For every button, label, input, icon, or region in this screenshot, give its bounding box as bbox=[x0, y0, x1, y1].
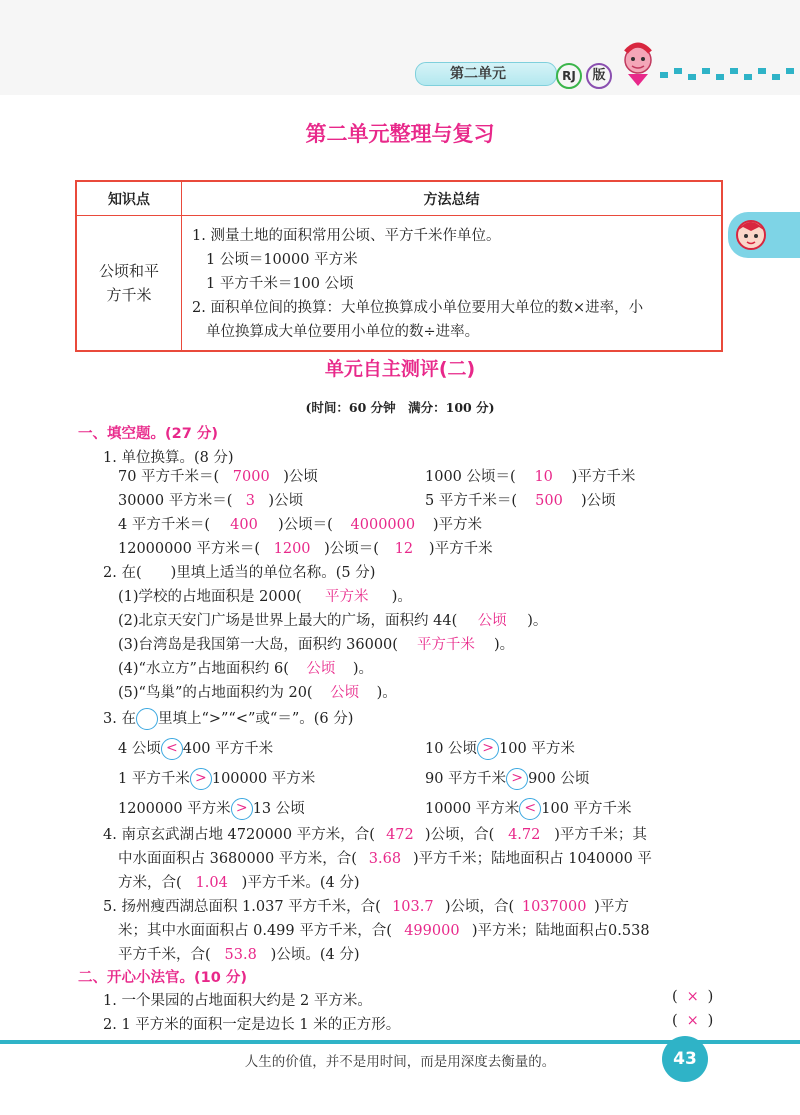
item-text: )平方千米；陆地面积占 1040000 平 bbox=[412, 851, 652, 867]
item-text: 100 平方千米 bbox=[541, 801, 632, 817]
method-line: 1 公顷＝10000 平方米 bbox=[206, 252, 358, 268]
item-text: 4 平方千米＝( bbox=[118, 517, 210, 533]
method-cell bbox=[182, 216, 723, 352]
answer-text: 3 bbox=[245, 493, 256, 509]
answer-text: 4000000 bbox=[350, 517, 416, 533]
section-heading: 一、填空题。(27 分) bbox=[78, 426, 218, 442]
answer-text: 53.8 bbox=[224, 947, 257, 963]
section-heading: 二、开心小法官。(10 分) bbox=[78, 970, 247, 986]
compare-answer: < bbox=[161, 738, 183, 760]
cartoon-face-icon bbox=[733, 215, 769, 253]
judge-answer: ( × ) bbox=[672, 1013, 714, 1029]
item-text: )公顷，合( bbox=[444, 899, 515, 915]
item-text: 1 平方千米 bbox=[118, 771, 190, 787]
judge-item: 2. 1 平方米的面积一定是边长 1 米的正方形。 bbox=[103, 1017, 401, 1033]
compare-answer: > bbox=[506, 768, 528, 790]
item-text: 4. 南京玄武湖占地 4720000 平方米，合( bbox=[103, 827, 375, 843]
answer-text: 103.7 bbox=[392, 899, 434, 915]
item-text: 30000 平方米＝( bbox=[118, 493, 233, 509]
item-text: )公顷。(4 分) bbox=[270, 947, 360, 963]
item-text: 12000000 平方米＝( bbox=[118, 541, 261, 557]
fill-item bbox=[118, 681, 397, 702]
conversion-item bbox=[118, 489, 303, 510]
summary-table bbox=[75, 180, 723, 352]
item-text: )平方米 bbox=[432, 517, 482, 533]
answer-text: 公顷 bbox=[330, 685, 360, 701]
word-problem-line bbox=[118, 847, 652, 868]
item-text: )平方米；陆地面积占0.538 bbox=[471, 923, 650, 939]
method-line: 单位换算成大单位要用小单位的数÷进率。 bbox=[206, 324, 480, 340]
conversion-item bbox=[425, 465, 635, 486]
compare-item bbox=[118, 737, 273, 760]
question-title: 2. 在( )里填上适当的单位名称。(5 分) bbox=[103, 565, 376, 581]
item-text: 5 平方千米＝( bbox=[425, 493, 517, 509]
answer-text: 499000 bbox=[404, 923, 460, 939]
item-text: 米；其中水面面积占 0.499 平方千米，合( bbox=[118, 923, 392, 939]
fill-item bbox=[118, 657, 373, 678]
page-title: 第二单元整理与复习 bbox=[305, 122, 495, 146]
answer-text: 472 bbox=[386, 827, 414, 843]
item-text: )平方 bbox=[594, 899, 629, 915]
answer-text: 平方米 bbox=[324, 589, 369, 605]
item-text: )。 bbox=[493, 637, 515, 653]
item-text: 90 平方千米 bbox=[425, 771, 507, 787]
item-text: 900 公顷 bbox=[528, 771, 590, 787]
item-text: (4)“水立方”占地面积约 6( bbox=[118, 661, 289, 677]
answer-text: 7000 bbox=[232, 469, 270, 485]
conversion-item bbox=[118, 465, 318, 486]
item-text: 1000 公顷＝( bbox=[425, 469, 516, 485]
compare-item bbox=[425, 737, 575, 760]
checker-decoration bbox=[660, 66, 800, 86]
item-text: (3)台湾岛是我国第一大岛，面积约 36000( bbox=[118, 637, 398, 653]
answer-text: 12 bbox=[394, 541, 414, 557]
answer-text: 1.04 bbox=[195, 875, 228, 891]
answer-text: 1200 bbox=[273, 541, 311, 557]
item-text: 方米，合( bbox=[118, 875, 182, 891]
item-text: 中水面面积占 3680000 平方米，合( bbox=[118, 851, 357, 867]
answer-text: 3.68 bbox=[368, 851, 402, 867]
answer-text: 4.72 bbox=[508, 827, 541, 843]
item-text: 10 公顷 bbox=[425, 741, 478, 757]
item-text: 平方千米，合( bbox=[118, 947, 211, 963]
item-text: )公顷 bbox=[581, 493, 616, 509]
method-line: 1 平方千米＝100 公顷 bbox=[206, 276, 354, 292]
item-text: 里填上“>”“<”或“＝”。(6 分) bbox=[157, 711, 354, 727]
item-text: )平方千米；其 bbox=[554, 827, 647, 843]
col-method-header: 方法总结 bbox=[182, 181, 723, 216]
fill-item bbox=[118, 633, 514, 654]
compare-answer: > bbox=[190, 768, 212, 790]
item-text: )。 bbox=[391, 589, 412, 605]
item-text: 10000 平方米 bbox=[425, 801, 520, 817]
compare-item bbox=[425, 767, 589, 790]
item-text: (1)学校的占地面积是 2000( bbox=[118, 589, 302, 605]
answer-text: 公顷 bbox=[477, 613, 507, 629]
compare-answer: > bbox=[477, 738, 499, 760]
answer-text: 10 bbox=[534, 469, 553, 485]
word-problem-line bbox=[118, 943, 359, 964]
conversion-item bbox=[118, 513, 482, 534]
answer-text: 公顷 bbox=[306, 661, 336, 677]
item-text: )公顷 bbox=[283, 469, 318, 485]
mascot-icon bbox=[616, 40, 662, 90]
answer-text: × bbox=[686, 989, 699, 1005]
item-text: )。 bbox=[527, 613, 548, 629]
item-text: 400 平方千米 bbox=[182, 741, 274, 757]
answer-text: × bbox=[686, 1013, 699, 1029]
item-text: )。 bbox=[352, 661, 374, 677]
item-text: )平方千米 bbox=[571, 469, 636, 485]
item-text: 100 平方米 bbox=[499, 741, 575, 757]
item-text: )公顷＝( bbox=[278, 517, 333, 533]
unit-label: 第二单元 bbox=[450, 66, 506, 82]
col-topic-header: 知识点 bbox=[76, 181, 182, 216]
item-text: 3. 在 bbox=[103, 711, 136, 727]
compare-item bbox=[425, 797, 632, 820]
page-number: 43 bbox=[662, 1036, 708, 1082]
fill-item bbox=[118, 609, 547, 630]
compare-circle-icon bbox=[136, 708, 158, 730]
word-problem-line bbox=[118, 871, 359, 892]
word-problem-line bbox=[118, 919, 650, 940]
item-text: 5. 扬州瘦西湖总面积 1.037 平方千米，合( bbox=[103, 899, 381, 915]
compare-item bbox=[118, 767, 315, 790]
conversion-item bbox=[118, 537, 493, 558]
item-text: 1200000 平方米 bbox=[118, 801, 231, 817]
question-title bbox=[103, 707, 353, 730]
item-text: (2)北京天安门广场是世界上最大的广场，面积约 44( bbox=[118, 613, 458, 629]
item-text: )。 bbox=[376, 685, 397, 701]
compare-answer: > bbox=[231, 798, 253, 820]
exam-info: (时间：60 分钟 满分：100 分) bbox=[305, 400, 495, 415]
judge-item: 1. 一个果园的占地面积大约是 2 平方米。 bbox=[103, 993, 372, 1009]
method-line: 1. 测量土地的面积常用公顷、平方千米作单位。 bbox=[192, 228, 501, 244]
item-text: 100000 平方米 bbox=[211, 771, 316, 787]
compare-item bbox=[118, 797, 305, 820]
method-line: 2. 面积单位间的换算：大单位换算成小单位要用大单位的数×进率，小 bbox=[192, 300, 644, 316]
item-text: 13 公顷 bbox=[252, 801, 305, 817]
item-text: )公顷，合( bbox=[424, 827, 495, 843]
judge-answer: ( × ) bbox=[672, 989, 714, 1005]
answer-text: 500 bbox=[535, 493, 563, 509]
answer-text: 1037000 bbox=[521, 899, 587, 915]
item-text: 70 平方千米＝( bbox=[118, 469, 220, 485]
topic-cell bbox=[76, 216, 182, 352]
item-text: )公顷 bbox=[268, 493, 304, 509]
item-text: 4 公顷 bbox=[118, 741, 161, 757]
answer-text: 400 bbox=[230, 517, 258, 533]
item-text: )公顷＝( bbox=[324, 541, 379, 557]
edition-mark: RJ bbox=[556, 63, 582, 89]
topic-line: 公顷和平 bbox=[98, 262, 159, 280]
footer-quote: 人生的价值，并不是用时间，而是用深度去衡量的。 bbox=[244, 1054, 556, 1070]
conversion-item bbox=[425, 489, 616, 510]
test-title: 单元自主测评(二) bbox=[324, 358, 476, 380]
answer-text: 平方千米 bbox=[416, 637, 475, 653]
edition-label: 版 bbox=[586, 63, 612, 89]
compare-answer: < bbox=[519, 798, 541, 820]
item-text: )平方千米 bbox=[428, 541, 493, 557]
word-problem-line bbox=[103, 823, 647, 844]
topic-line: 方千米 bbox=[106, 286, 152, 304]
question-title: 1. 单位换算。(8 分) bbox=[103, 450, 234, 466]
word-problem-line bbox=[103, 895, 629, 916]
item-text: (5)“鸟巢”的占地面积约为 20( bbox=[118, 685, 313, 701]
item-text: )平方千米。(4 分) bbox=[241, 875, 360, 891]
fill-item bbox=[118, 585, 412, 606]
